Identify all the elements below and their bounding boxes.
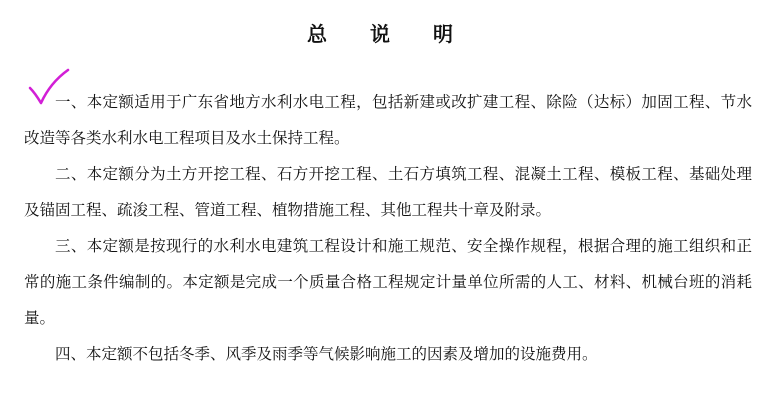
- paragraph-1: 一、本定额适用于广东省地方水利水电工程，包括新建或改扩建工程、除险（达标）加固工程、节水改造等各类水利水电工程项目及水土保持工程。: [24, 93, 752, 147]
- paragraph-3: 三、本定额是按现行的水利水电建筑工程设计和施工规范、安全操作规程，根据合理的施工组织和正常的施工条件编制的。本定额是完成一个质量合格工程规定计量单位所需的人工、材料、机械台班的消耗量。: [24, 237, 752, 327]
- document-body: [24, 84, 752, 372]
- page-title: 总 说 明: [307, 22, 471, 46]
- paragraph-2: 二、本定额分为土方开挖工程、石方开挖工程、土石方填筑工程、混凝土工程、模板工程、基础处理及锚固工程、疏浚工程、管道工程、植物措施工程、其他工程共十章及附录。: [24, 165, 752, 219]
- paragraph-4: 四、本定额不包括冬季、风季及雨季等气候影响施工的因素及增加的设施费用。: [55, 345, 598, 363]
